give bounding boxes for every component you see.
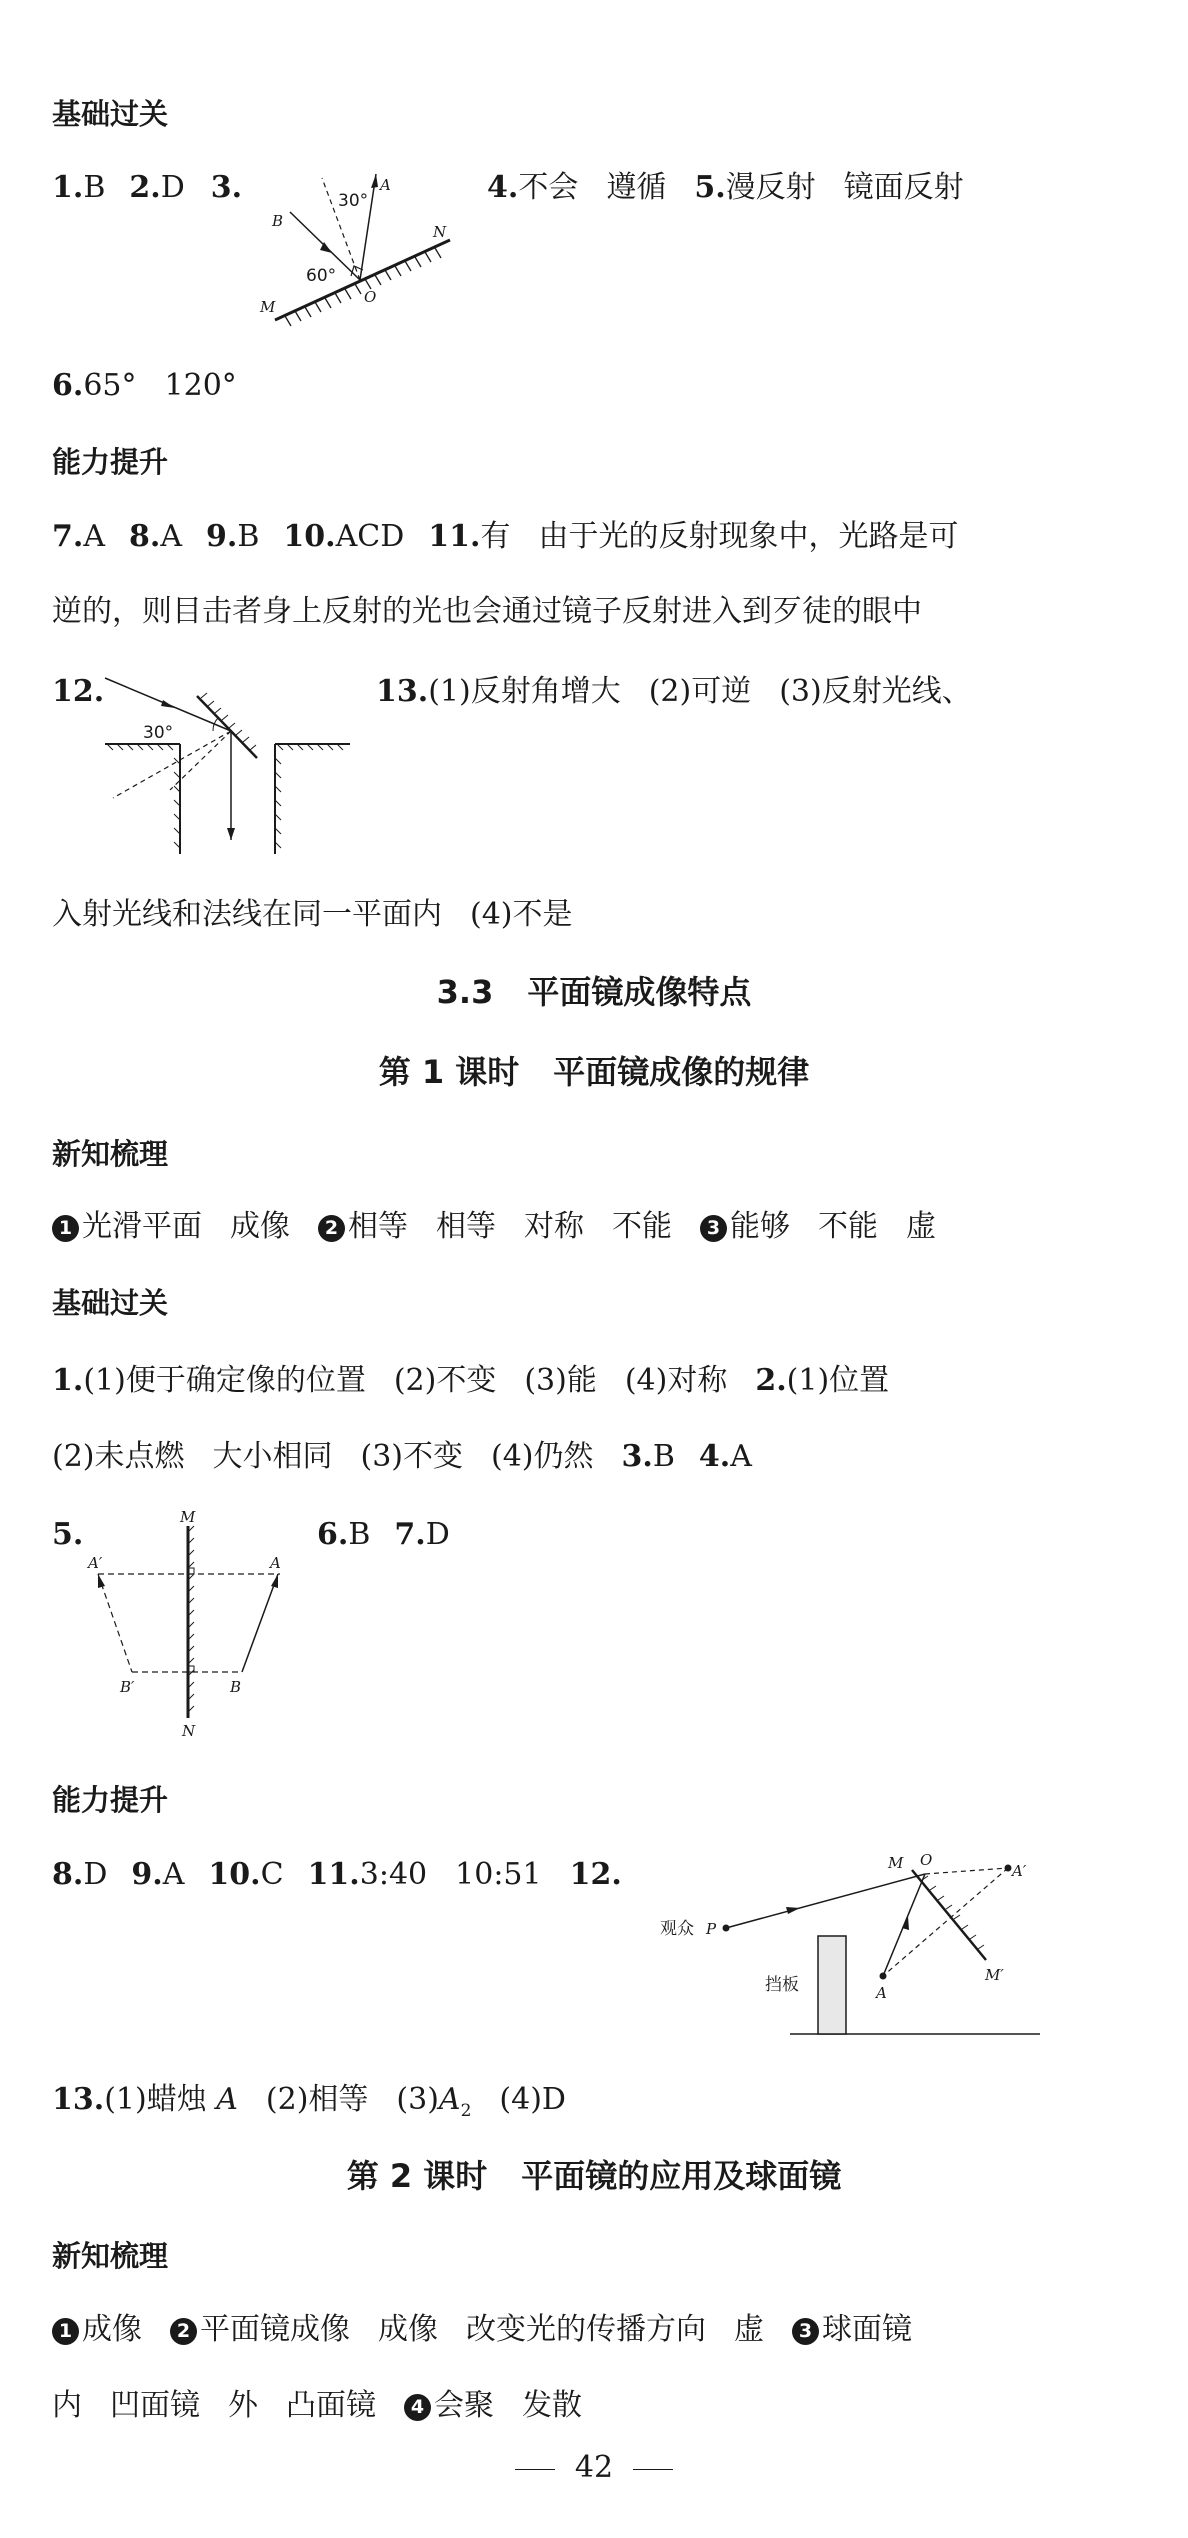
q-num: 4. <box>487 170 519 205</box>
answer-row <box>52 368 237 404</box>
answer: (4)不是 <box>470 897 573 932</box>
answer: A <box>83 519 105 554</box>
label-O: O <box>364 288 377 306</box>
answer-row <box>376 674 972 710</box>
arrow-reflected <box>227 828 235 840</box>
mirror-line <box>275 240 450 320</box>
figure-q12-periscope <box>95 668 365 868</box>
answer-row: 1.(1)便于确定像的位置 (2)不变 (3)能 (4)对称 2.(1)位置 <box>52 1363 890 1398</box>
answer-row <box>487 170 964 206</box>
circled-number: 3 <box>700 1215 727 1242</box>
answer-row <box>52 519 958 555</box>
circled-number: 1 <box>52 1215 79 1242</box>
lesson-title: 第 1 课时 平面镜成像的规律 <box>378 1053 810 1091</box>
answer-row: 13.(1)蜡烛 A (2)相等 $(3)A_2$ (4)D <box>52 2082 566 2121</box>
label-M-prime: M′ <box>985 1966 1004 1984</box>
label-B-prime: B′ <box>120 1678 135 1696</box>
label-N: N <box>433 223 447 241</box>
answer: 65° <box>83 368 137 403</box>
lesson-title: 第 2 课时 平面镜的应用及球面镜 <box>346 2157 842 2195</box>
label-B: B <box>230 1678 242 1696</box>
label-A-prime: A′ <box>88 1554 103 1572</box>
answer: 不会 <box>518 170 579 205</box>
ray-oa <box>360 174 376 280</box>
label-B: B <box>272 212 284 230</box>
figure-q3-reflection <box>250 160 470 330</box>
label-M: M <box>180 1508 196 1526</box>
section-heading-nengli: 能力提升 <box>52 1783 169 1817</box>
answer: 由于光的反射现象中，光路是可 <box>538 519 959 554</box>
q-num: 13. <box>376 674 429 709</box>
circled-number: 1 <box>52 2318 79 2345</box>
answer: ACD <box>335 519 405 554</box>
label-viewer: 观众 <box>660 1919 694 1939</box>
page-number-rule-right <box>633 2469 673 2470</box>
mirror-line <box>912 1870 986 1960</box>
label-M: M <box>888 1854 904 1872</box>
answer-row: 8.D 9.A 10.C 11.3:40 10:51 12. <box>52 1857 622 1892</box>
ray-to-viewer <box>726 1874 925 1928</box>
section-heading-jichu: 基础过关 <box>52 1286 169 1320</box>
q-num: 6. <box>52 368 84 403</box>
section-heading-xinzhi: 新知梳理 <box>52 2239 169 2273</box>
point-P <box>723 1925 730 1932</box>
dash-image <box>925 1868 1008 1874</box>
q-num: 9. <box>206 519 238 554</box>
image-segment <box>98 1574 132 1672</box>
q-num: 3. <box>210 170 243 205</box>
q-num: 10. <box>283 519 336 554</box>
section-heading-xinzhi: 新知梳理 <box>52 1137 169 1171</box>
answer: (3)反射光线、 <box>779 674 972 709</box>
arrow-object <box>271 1574 278 1588</box>
answer: A <box>160 519 182 554</box>
q-num: 7. <box>52 519 84 554</box>
answer-row: 1 成像 2 平面镜成像 成像 改变光的传播方向 虚 3 球面镜 <box>52 2312 912 2348</box>
answer: 镜面反射 <box>843 170 964 205</box>
answer: 入射光线和法线在同一平面内 <box>52 897 442 932</box>
circled-number: 3 <box>792 2318 819 2345</box>
q-num: 12. <box>52 674 105 709</box>
answer: (2)可逆 <box>648 674 752 709</box>
q-num: 11. <box>428 519 481 554</box>
answer-row: 6.B 7.D <box>317 1517 450 1552</box>
answer: B <box>83 170 106 205</box>
board-rect <box>818 1936 846 2034</box>
section-title: 3.3 平面镜成像特点 <box>436 973 752 1011</box>
label-A: A <box>876 1984 887 2002</box>
object-segment <box>242 1574 278 1672</box>
answer: 120° <box>164 368 237 403</box>
figure-q12-viewer-mirror <box>650 1846 1050 2046</box>
answer-row: (2)未点燃 大小相同 (3)不变 (4)仍然 3.B 4.A <box>52 1439 752 1474</box>
angle-60: 60° <box>306 266 337 286</box>
label-A: A <box>270 1554 281 1572</box>
label-M: M <box>260 298 276 316</box>
angle-30: 30° <box>338 191 369 211</box>
label-N: N <box>182 1722 196 1740</box>
answer: 漫反射 <box>725 170 816 205</box>
page-number-rule-left <box>515 2469 555 2470</box>
angle-label: 30° <box>143 723 174 743</box>
answer: B <box>237 519 260 554</box>
q-num: 1. <box>52 170 84 205</box>
answer-row: 1 光滑平面 成像 2 相等 相等 对称 不能 3 能够 不能 虚 <box>52 1209 936 1245</box>
tube-hatch <box>174 758 281 848</box>
arrow-image <box>98 1574 105 1588</box>
q-num: 8. <box>129 519 161 554</box>
answer-row <box>52 170 242 206</box>
mirror-hatch <box>922 1876 984 1949</box>
dash-aa <box>883 1868 1008 1976</box>
circled-number: 4 <box>404 2394 431 2421</box>
answer-line: 逆的，则目击者身上反射的光也会通过镜子反射进入到歹徒的眼中 <box>52 594 922 629</box>
answer: D <box>160 170 185 205</box>
q-num: 5. <box>52 1517 84 1552</box>
section-heading-jichu: 基础过关 <box>52 97 169 131</box>
label-O: O <box>920 1851 933 1869</box>
answer: (1)反射角增大 <box>428 674 621 709</box>
arrow-a <box>371 174 378 188</box>
answer: 有 <box>480 519 511 554</box>
mirror-line <box>197 696 257 758</box>
section-heading-nengli: 能力提升 <box>52 445 169 479</box>
answer-row: 内 凹面镜 外 凸面镜 4 会聚 发散 <box>52 2388 582 2423</box>
label-A-prime: A′ <box>1012 1862 1027 1880</box>
figure-q5-mirror-image <box>80 1510 310 1740</box>
circled-number: 2 <box>318 1215 345 1242</box>
q-num: 5. <box>694 170 726 205</box>
label-P: P <box>706 1920 717 1938</box>
answer-row <box>52 897 573 933</box>
q-num: 2. <box>129 170 161 205</box>
arrow-viewer <box>786 1907 800 1914</box>
label-A: A <box>380 176 391 194</box>
label-board: 挡板 <box>765 1975 799 1995</box>
circled-number: 2 <box>170 2318 197 2345</box>
arrow-incident <box>161 700 175 708</box>
arrow-incident <box>902 1916 909 1930</box>
answer: 遵循 <box>606 170 667 205</box>
page-number: 42 <box>0 2450 1188 2486</box>
